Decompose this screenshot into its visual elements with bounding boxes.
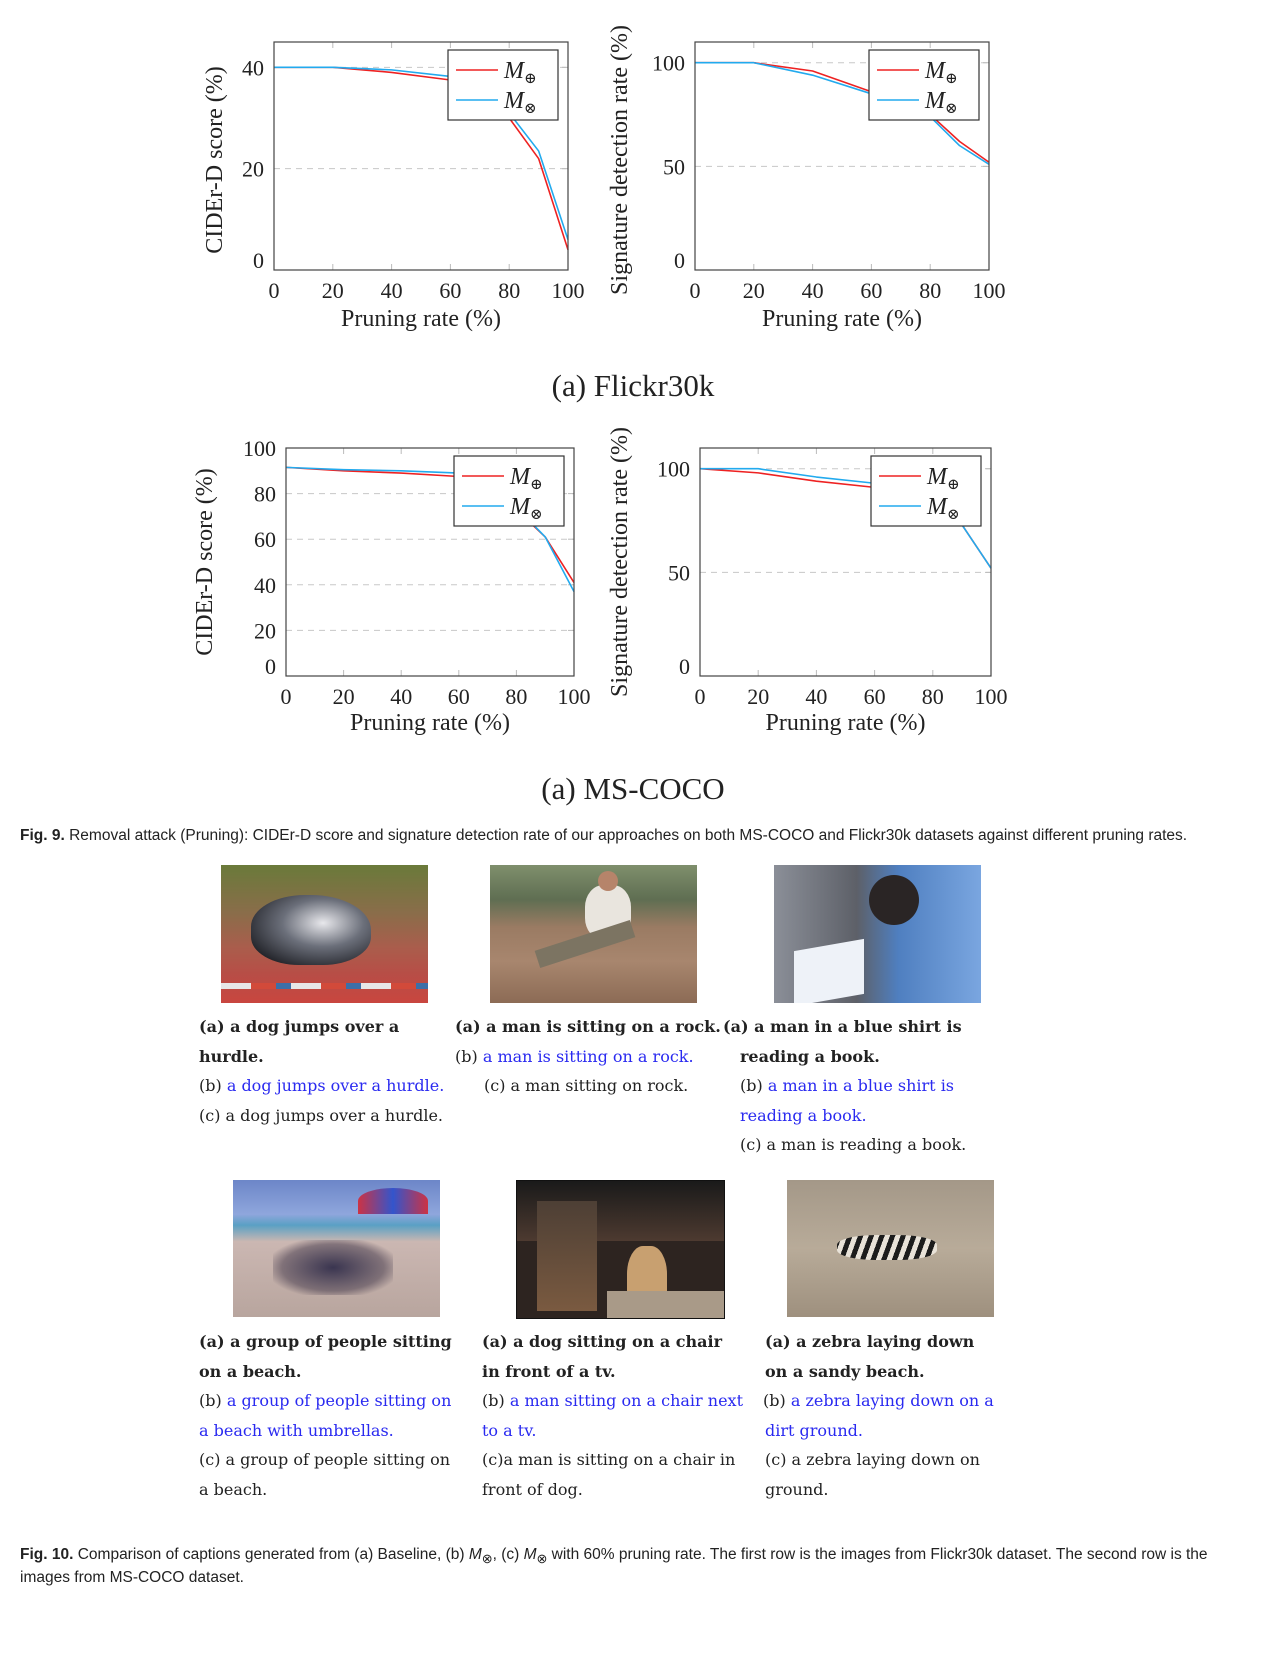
photo-dog-hurdle	[221, 865, 428, 1003]
caption-a-line2: on a sandy beach.	[765, 1361, 925, 1381]
caption-b-label: (b)	[199, 1391, 227, 1410]
caption-c-line1: (c) a group of people sitting on	[199, 1450, 451, 1469]
caption-a-line2: reading a book.	[740, 1046, 880, 1066]
photo-man-rock	[490, 865, 697, 1003]
svg-text:40: 40	[242, 55, 264, 81]
svg-text:40: 40	[805, 684, 828, 709]
svg-text:100: 100	[557, 684, 591, 709]
caption-a-line2: on a beach.	[199, 1361, 302, 1381]
figure-9-label: Fig. 9.	[20, 827, 65, 844]
svg-text:40: 40	[390, 684, 413, 709]
chart-svg	[190, 430, 610, 750]
chart-coco-cider	[190, 430, 610, 750]
m-otimes-symbol: M	[468, 1546, 482, 1563]
svg-text:M⊗: $M_\otimes$	[510, 494, 543, 523]
figure-9-caption	[20, 826, 1250, 845]
svg-text:80: 80	[505, 684, 528, 709]
caption-b-text-1: a group of people sitting on	[226, 1391, 452, 1410]
svg-text:40: 40	[254, 572, 276, 598]
svg-text:Signature detection rate (%): Signature detection rate (%)	[607, 427, 633, 697]
svg-text:50: 50	[668, 560, 690, 586]
svg-text:60: 60	[860, 278, 883, 303]
otimes-subscript: ⊗	[481, 1551, 493, 1567]
figure-10-caption	[20, 1545, 1250, 1587]
svg-text:CIDEr-D score (%): CIDEr-D score (%)	[202, 66, 228, 254]
caption-b-text: a man is sitting on a rock.	[482, 1046, 694, 1066]
caption-b-label: (b)	[482, 1391, 510, 1410]
caption-a-line1: (a) a man is sitting on a rock.	[455, 1017, 721, 1036]
svg-text:80: 80	[921, 684, 944, 709]
chart-flickr-cider	[190, 30, 610, 340]
svg-text:100: 100	[243, 436, 276, 461]
chart-legend	[448, 50, 558, 120]
figure-10-text-3: with 60% pruning rate. The first row is the images from Flickr30k dataset. The second row is the images from MS-COCO dataset.	[20, 1546, 1208, 1587]
svg-text:20: 20	[242, 156, 264, 182]
svg-text:Signature detection rate (%): Signature detection rate (%)	[607, 25, 633, 295]
svg-text:20: 20	[332, 684, 355, 709]
caption-b-text-1: a zebra laying down on a	[790, 1391, 994, 1410]
caption-b-label: (b)	[740, 1076, 768, 1095]
svg-text:0: 0	[268, 278, 280, 303]
svg-text:50: 50	[663, 154, 685, 180]
figure-10-text-1: Comparison of captions generated from (a) Baseline, (b)	[77, 1546, 469, 1563]
svg-text:80: 80	[919, 278, 942, 303]
chart-flickr-detection	[605, 25, 1025, 340]
svg-text:0: 0	[689, 278, 701, 303]
caption-a-line1: (a) a man in a blue shirt is	[723, 1017, 962, 1036]
caption-c-line2: front of dog.	[482, 1479, 583, 1499]
svg-text:0: 0	[253, 248, 264, 273]
caption-b-text-1: a man sitting on a chair next	[509, 1391, 744, 1410]
svg-text:0: 0	[694, 684, 706, 709]
caption-a-line2: hurdle.	[199, 1046, 264, 1066]
svg-text:M⊗: $M_\otimes$	[927, 494, 960, 523]
chart-legend	[871, 456, 981, 526]
svg-text:M⊕: $M_\oplus$	[925, 58, 958, 87]
figure-9-text: Removal attack (Pruning): CIDEr-D score and signature detection rate of our approaches on both MS-COCO and Flickr30k datasets against different pruning rates.	[69, 827, 1188, 844]
subcaption-mscoco: (a) MS-COCO	[541, 771, 725, 806]
svg-text:M⊕: $M_\oplus$	[510, 464, 543, 493]
otimes-subscript: ⊗	[536, 1551, 548, 1567]
svg-text:100: 100	[657, 456, 690, 482]
svg-text:M⊗: $M_\otimes$	[504, 88, 537, 117]
svg-text:Pruning rate (%): Pruning rate (%)	[350, 710, 510, 736]
caption-b-text-2: to a tv.	[482, 1420, 537, 1440]
caption-a-line1: (a) a zebra laying down	[765, 1332, 975, 1351]
photo-man-reading	[774, 865, 981, 1003]
caption-tv	[482, 1327, 772, 1504]
svg-text:20: 20	[742, 278, 765, 303]
svg-text:60: 60	[863, 684, 886, 709]
svg-text:80: 80	[498, 278, 521, 303]
svg-text:Pruning rate (%): Pruning rate (%)	[765, 710, 926, 736]
svg-text:0: 0	[679, 654, 690, 679]
svg-text:M⊕: $M_\oplus$	[504, 58, 537, 87]
caption-c-line2: a beach.	[199, 1479, 268, 1499]
svg-text:0: 0	[265, 654, 276, 679]
caption-a-line1: (a) a group of people sitting	[199, 1332, 452, 1351]
caption-b-text-2: reading a book.	[740, 1105, 867, 1125]
caption-c-line1: (c) a zebra laying down on	[765, 1450, 980, 1469]
chart-legend	[869, 50, 979, 120]
svg-text:40: 40	[801, 278, 824, 303]
caption-c-line1: (c) a man is reading a book.	[740, 1135, 967, 1154]
figure-10-label: Fig. 10.	[20, 1546, 74, 1563]
chart-svg	[190, 30, 610, 340]
caption-a-line1: (a) a dog sitting on a chair	[482, 1332, 723, 1351]
photo-beach-people	[233, 1180, 440, 1317]
chart-coco-detection	[605, 427, 1025, 750]
caption-a-line2: in front of a tv.	[482, 1361, 616, 1381]
caption-b-text-2: a beach with umbrellas.	[199, 1420, 394, 1440]
caption-b-label: (b)	[199, 1076, 227, 1095]
svg-text:100: 100	[551, 278, 585, 303]
svg-text:CIDEr-D score (%): CIDEr-D score (%)	[192, 468, 218, 656]
caption-c-line1: (c) a dog jumps over a hurdle.	[199, 1105, 444, 1125]
caption-a-line1: (a) a dog jumps over a	[199, 1017, 400, 1036]
svg-text:Pruning rate (%): Pruning rate (%)	[762, 306, 922, 332]
photo-man-chair-dog	[516, 1180, 725, 1319]
svg-text:20: 20	[321, 278, 344, 303]
caption-c-line1: (c) a man sitting on rock.	[484, 1076, 689, 1095]
caption-b-text-2: dirt ground.	[765, 1420, 863, 1440]
svg-text:Pruning rate (%): Pruning rate (%)	[341, 306, 501, 332]
svg-text:0: 0	[280, 684, 292, 709]
caption-b-label: (b)	[455, 1046, 483, 1066]
caption-dog	[199, 1012, 469, 1130]
caption-c-line1: (c)a man is sitting on a chair in	[482, 1450, 736, 1469]
svg-text:20: 20	[254, 618, 276, 644]
chart-legend	[454, 456, 564, 526]
figure-10-text-2: , (c)	[492, 1546, 524, 1563]
m-otimes-symbol: M	[523, 1546, 537, 1563]
svg-text:100: 100	[652, 50, 685, 76]
caption-c-line2: ground.	[765, 1479, 829, 1499]
caption-rock	[455, 1012, 745, 1101]
svg-text:M⊕: $M_\oplus$	[927, 464, 960, 493]
caption-book	[723, 1012, 1020, 1160]
svg-text:40: 40	[380, 278, 403, 303]
caption-b-text-1: a man in a blue shirt is	[767, 1076, 955, 1095]
chart-svg	[605, 25, 1025, 340]
svg-text:20: 20	[747, 684, 770, 709]
svg-text:60: 60	[447, 684, 470, 709]
svg-text:0: 0	[674, 248, 685, 273]
svg-text:M⊗: $M_\otimes$	[925, 88, 958, 117]
caption-beach	[199, 1327, 479, 1504]
caption-zebra	[765, 1327, 1035, 1504]
svg-text:60: 60	[439, 278, 462, 303]
photo-zebra	[787, 1180, 994, 1317]
caption-b-label: (b)	[763, 1391, 791, 1410]
chart-svg	[605, 427, 1025, 750]
subcaption-flickr30k: (a) Flickr30k	[551, 368, 715, 403]
svg-text:60: 60	[254, 527, 276, 553]
svg-text:80: 80	[254, 481, 276, 507]
caption-b-text: a dog jumps over a hurdle.	[226, 1076, 445, 1095]
svg-text:100: 100	[974, 684, 1008, 709]
svg-text:100: 100	[972, 278, 1006, 303]
